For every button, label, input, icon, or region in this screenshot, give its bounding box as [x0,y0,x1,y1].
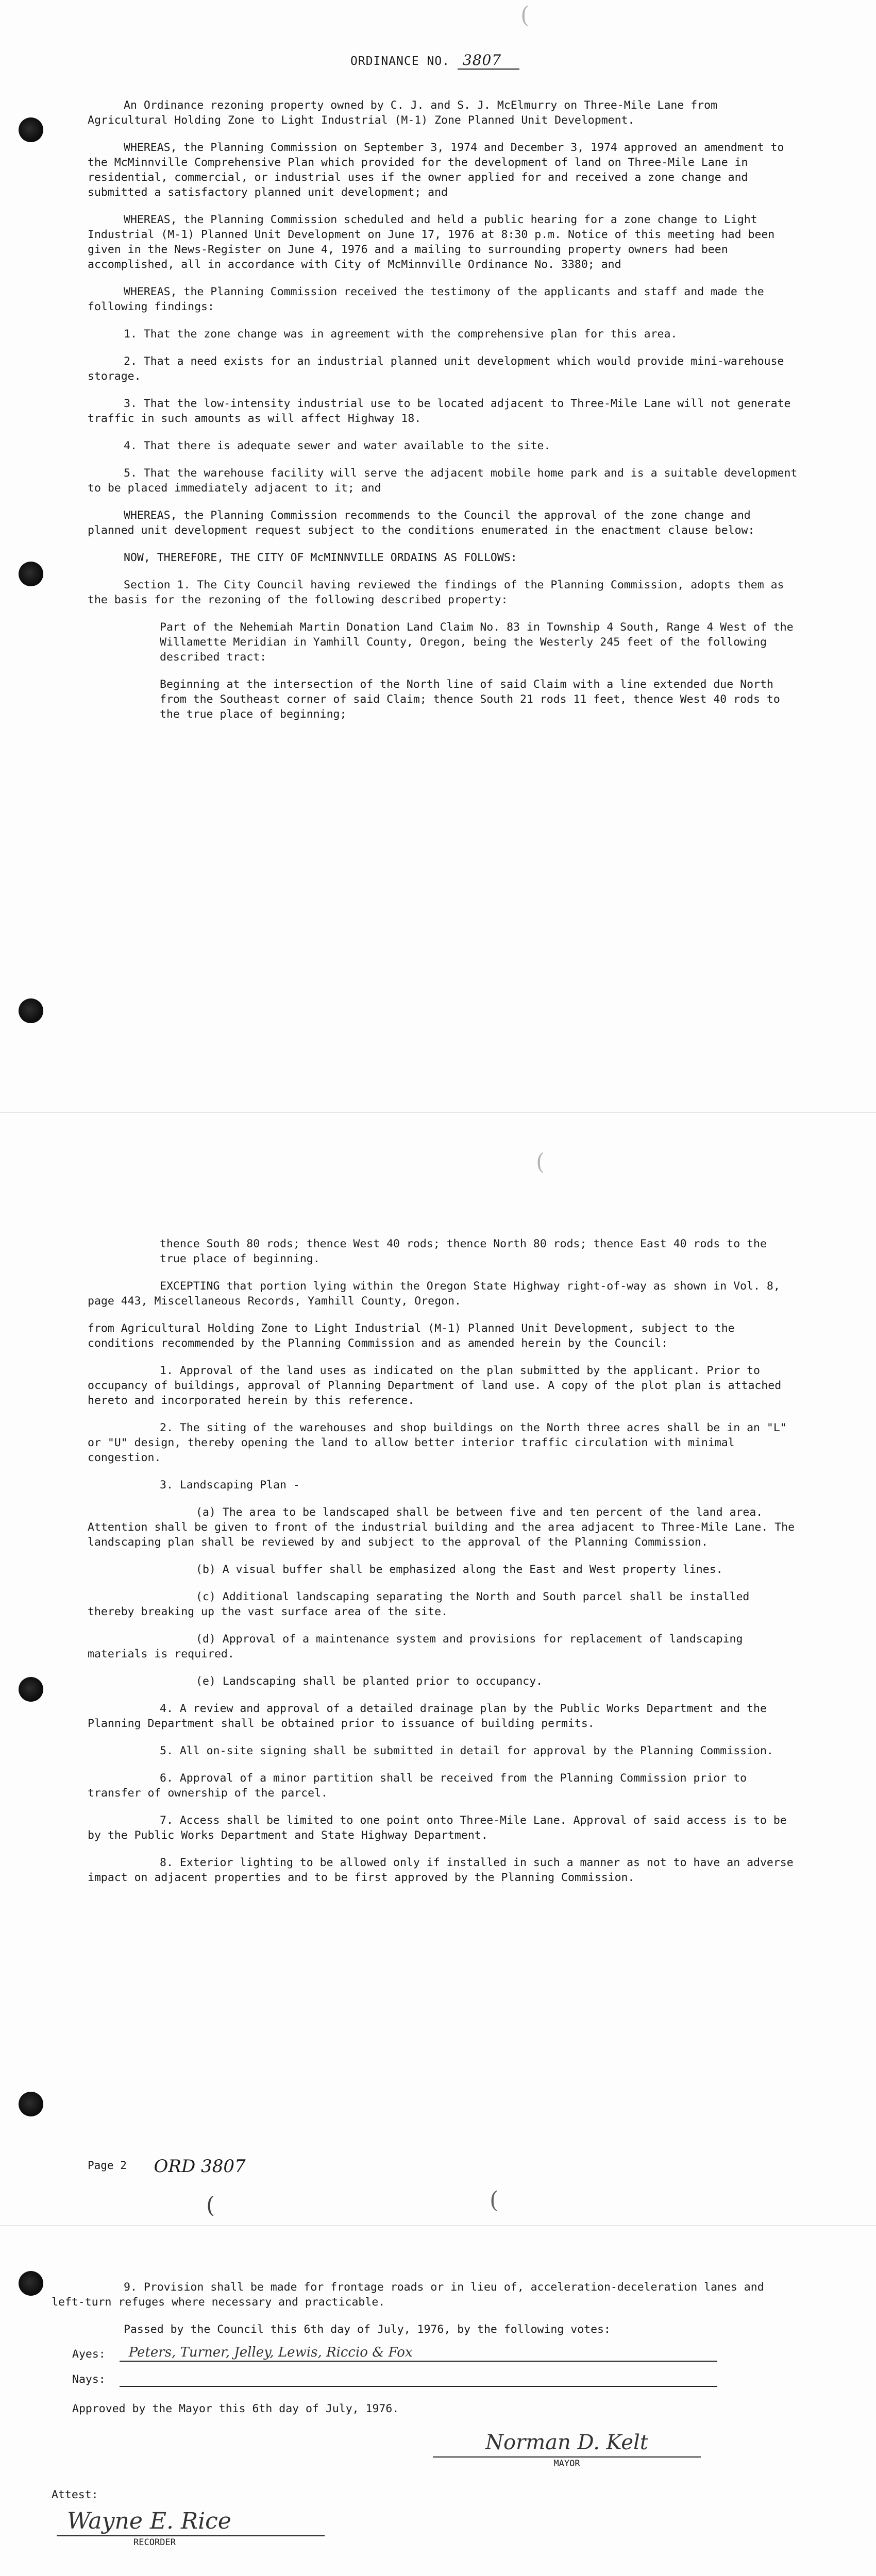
finding-item: 4. That there is adequate sewer and water available to the site. [124,439,551,452]
scan-mark: ( [206,2192,215,2218]
landscaping-subitem: (b) A visual buffer shall be emphasized along the East and West property lines. [196,1563,723,1576]
mayor-signature: Norman D. Kelt [433,2431,701,2458]
condition-item: 4. A review and approval of a detailed drainage plan by the Public Works Department and the Planning Department shall be obtained prior to issuance of building permits. [88,1702,767,1730]
finding-item: 1. That the zone change was in agreement with the comprehensive plan for this area. [124,328,678,341]
whereas-paragraph: WHEREAS, the Planning Commission recommends to the Council the approval of the zone change and planned unit development request subject to the conditions enumerated in the enactment clause below: [88,509,755,537]
punch-hole [19,117,43,142]
page-3-body [52,2280,799,2349]
scan-mark: ( [536,1149,545,1175]
condition-item: 5. All on-site signing shall be submitted in detail for approval by the Planning Commission. [160,1744,773,1757]
nays-label: Nays: [72,2373,106,2386]
section-1: Section 1. The City Council having reviewed the findings of the Planning Commission, adopts them as the basis for the rezoning of the following described property: [88,579,784,606]
scan-mark: ( [490,2187,499,2213]
ayes-line [120,2345,717,2362]
nays-line [120,2372,717,2387]
excepting-clause: EXCEPTING that portion lying within the Oregon State Highway right-of-way as shown in Vol. 8, page 443, Miscellaneous Records, Yamhill County, Oregon. [88,1280,780,1308]
ayes-label: Ayes: [72,2348,106,2361]
property-description: thence South 80 rods; thence West 40 rods; thence North 80 rods; thence East 40 rods to the true place of beginning. [160,1238,767,1265]
ordinance-number: 3807 [458,52,519,70]
property-description: Beginning at the intersection of the North line of said Claim with a line extended due North from the Southeast corner of said Claim; thence South 21 rods 11 feet, thence West 40 rods to the true place of beginning; [160,678,780,721]
document-page-2 [0,1113,876,2226]
whereas-paragraph: WHEREAS, the Planning Commission received the testimony of the applicants and staff and made the following findings: [88,285,764,313]
punch-hole [19,562,43,586]
handwritten-ordinance-mark: ORD 3807 [154,2156,246,2177]
ordinance-title-label: ORDINANCE NO. [350,55,450,68]
condition-item: 9. Provision shall be made for frontage roads or in lieu of, acceleration-deceleration lanes and left-turn refuges where necessary and practicable. [52,2281,764,2309]
landscaping-subitem: (d) Approval of a maintenance system and provisions for replacement of landscaping materials is required. [88,1633,743,1660]
condition-item: 6. Approval of a minor partition shall be received from the Planning Commission prior to transfer of ownership of the parcel. [88,1772,747,1800]
landscaping-subitem: (e) Landscaping shall be planted prior to occupancy. [196,1675,543,1688]
condition-item: 1. Approval of the land uses as indicated on the plan submitted by the applicant. Prior to occupancy of buildings, approval of Planning Department of land use. A copy of the plot plan is attached hereto and incorporated herein by this reference. [88,1364,782,1407]
mayor-signature-block [433,2431,701,2469]
vote-record [72,2345,819,2416]
recorder-signature: Wayne E. Rice [57,2508,325,2536]
whereas-paragraph: WHEREAS, the Planning Commission scheduled and held a public hearing for a zone change to Light Industrial (M-1) Planned Unit Development on June 17, 1976 at 8:30 p.m. Notice of this meeting had been given in the News-Register on June 4, 1976 and a mailing to surrounding property owners had been accomplished, all in accordance with City of McMinnville Ordinance No. 3380; and [88,213,775,271]
approval-statement: Approved by the Mayor this 6th day of July, 1976. [72,2402,399,2415]
document-page-1 [0,0,876,1113]
page-footer [88,2156,246,2177]
condition-item: 7. Access shall be limited to one point onto Three-Mile Lane. Approval of said access is to be by the Public Works Department and State Highway Department. [88,1814,787,1842]
property-description: Part of the Nehemiah Martin Donation Land Claim No. 83 in Township 4 South, Range 4 West of the Willamette Meridian in Yamhill County, Oregon, being the Westerly 245 feet of the following described tract: [160,621,794,664]
whereas-paragraph: WHEREAS, the Planning Commission on September 3, 1974 and December 3, 1974 approved an amendment to the McMinnville Comprehensive Plan which provided for the development of land on Three-Mile Lane in residential, commercial, or industrial uses if the owner applied for and received a zone change and submitted a satisfactory planned unit development; and [88,141,784,199]
condition-item: 8. Exterior lighting to be allowed only if installed in such a manner as not to have an adverse impact on adjacent properties and to be first approved by the Planning Commission. [88,1856,794,1884]
condition-item: 2. The siting of the warehouses and shop buildings on the North three acres shall be in an "L" or "U" design, thereby opening the land to allow better interior traffic circulation with minimal congestion. [88,1421,787,1464]
page-1-body [88,98,799,734]
ayes-handwritten: Peters, Turner, Jelley, Lewis, Riccio & Fox [128,2345,413,2360]
recorder-signature-block [57,2508,325,2548]
intro-paragraph: An Ordinance rezoning property owned by C. J. and S. J. McElmurry on Three-Mile Lane from Agricultural Holding Zone to Light Industrial (M-1) Zone Planned Unit Development. [88,99,718,127]
punch-hole [19,1677,43,1702]
ordaining-clause: NOW, THEREFORE, THE CITY OF McMINNVILLE ORDAINS AS FOLLOWS: [124,551,517,564]
page-number: Page 2 [88,2159,127,2172]
zone-change-clause: from Agricultural Holding Zone to Light Industrial (M-1) Planned Unit Development, subject to the conditions recommended by the Planning Commission and as amended herein by the Council: [88,1322,735,1350]
landscaping-subitem: (a) The area to be landscaped shall be between five and ten percent of the land area. Attention shall be given to front of the industrial building and the area adjacent to Three-Mile Lane. The landscaping plan shall be reviewed by and subject to the approval of the Planning Commission. [88,1506,795,1549]
document-page-3 [0,2226,876,2576]
page-2-body [88,1236,799,1897]
ordinance-title [350,52,519,70]
finding-item: 5. That the warehouse facility will serve the adjacent mobile home park and is a suitable development to be placed immediately adjacent to it; and [88,467,798,495]
landscaping-subitem: (c) Additional landscaping separating the North and South parcel shall be installed thereby breaking up the vast surface area of the site. [88,1590,750,1618]
punch-hole [19,998,43,1023]
recorder-label: RECORDER [133,2537,176,2548]
punch-hole [19,2092,43,2116]
attest-label: Attest: [52,2488,98,2501]
finding-item: 2. That a need exists for an industrial planned unit development which would provide mini-warehouse storage. [88,355,784,383]
passage-statement: Passed by the Council this 6th day of July, 1976, by the following votes: [124,2323,611,2336]
mayor-label: MAYOR [553,2459,580,2469]
punch-hole [19,2271,43,2296]
scan-mark: ( [520,2,530,28]
finding-item: 3. That the low-intensity industrial use to be located adjacent to Three-Mile Lane will not generate traffic in such amounts as will affect Highway 18. [88,397,791,425]
condition-item: 3. Landscaping Plan - [160,1479,300,1492]
